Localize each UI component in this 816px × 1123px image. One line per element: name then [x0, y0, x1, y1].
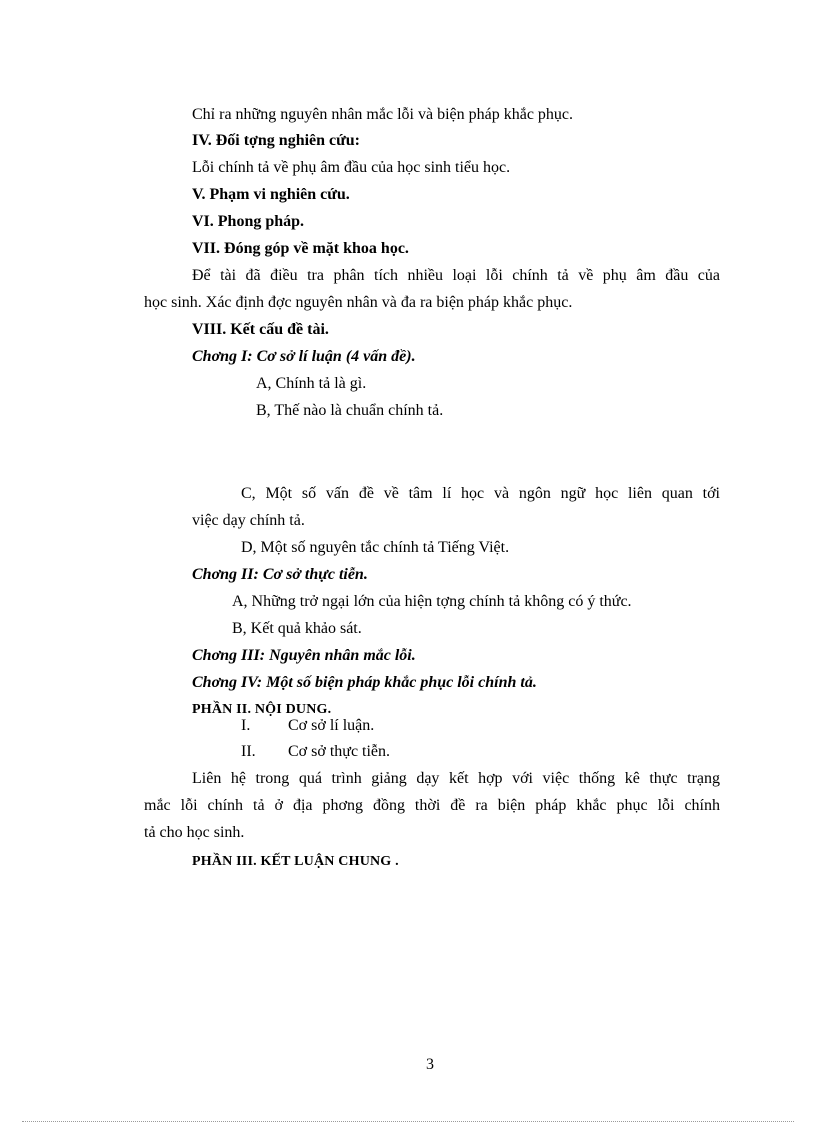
heading-structure: VIII. Kết cấu đề tài.	[192, 321, 329, 338]
chapter-2-item-a: A, Những trở ngại lớn của hiện tợng chính tả không có ý thức.	[232, 593, 632, 610]
chapter-1-item-c-line-1: C, Một số vấn đề về tâm lí học và ngôn ngữ học liên quan tới	[241, 485, 720, 502]
heading-contribution: VII. Đóng góp về mặt khoa học.	[192, 240, 409, 257]
chapter-2-item-b: B, Kết quả khảo sát.	[232, 620, 362, 637]
chapter-4-title: Chơng IV: Một số biện pháp khắc phục lỗi chính tả.	[192, 674, 537, 691]
part-2-item-2: Cơ sở thực tiễn.	[288, 743, 391, 760]
part-2-item-1: Cơ sở lí luận.	[288, 717, 375, 734]
page-number: 3	[426, 1056, 434, 1073]
heading-method: VI. Phong pháp.	[192, 213, 305, 230]
chapter-2-title: Chơng II: Cơ sở thực tiễn.	[192, 566, 368, 583]
part-2-paragraph-line-2: mắc lỗi chính tả ở địa phơng đồng thời đề ra biện pháp khắc phục lỗi chính	[144, 797, 720, 814]
chapter-1-item-b: B, Thế nào là chuẩn chính tả.	[256, 402, 444, 419]
paragraph-contribution-line-1: Để tài đã điều tra phân tích nhiều loại lỗi chính tả về phụ âm đầu của	[192, 267, 720, 284]
heading-research-scope: V. Phạm vi nghiên cứu.	[192, 186, 350, 203]
part-2-item-1-number: I.	[241, 717, 251, 734]
heading-research-object: IV. Đối tợng nghiên cứu:	[192, 132, 360, 149]
chapter-1-item-d: D, Một số nguyên tắc chính tả Tiếng Việt.	[241, 539, 510, 556]
part-2-item-2-number: II.	[241, 743, 256, 760]
chapter-3-title: Chơng III: Nguyên nhân mắc lỗi.	[192, 647, 416, 664]
chapter-1-item-a: A, Chính tả là gì.	[256, 375, 367, 392]
chapter-1-item-c-line-2: việc dạy chính tả.	[192, 512, 305, 529]
line-cause-summary: Chỉ ra những nguyên nhân mắc lỗi và biện pháp khắc phục.	[192, 106, 574, 123]
chapter-1-title: Chơng I: Cơ sở lí luận (4 vấn đề).	[192, 348, 416, 365]
page-bottom-divider	[22, 1121, 794, 1122]
part-2-paragraph-line-3: tả cho học sinh.	[144, 824, 245, 841]
paragraph-contribution-line-2: học sinh. Xác định đợc nguyên nhân và đa ra biện pháp khắc phục.	[144, 294, 573, 311]
line-research-object: Lỗi chính tả về phụ âm đầu của học sinh tiểu học.	[192, 159, 511, 176]
part-2-paragraph-line-1: Liên hệ trong quá trình giảng dạy kết hợp với việc thống kê thực trạng	[192, 770, 720, 787]
part-2-heading: PHẦN II. NỘI DUNG.	[192, 702, 332, 717]
part-3-heading: PHẦN III. KẾT LUẬN CHUNG .	[192, 854, 399, 869]
